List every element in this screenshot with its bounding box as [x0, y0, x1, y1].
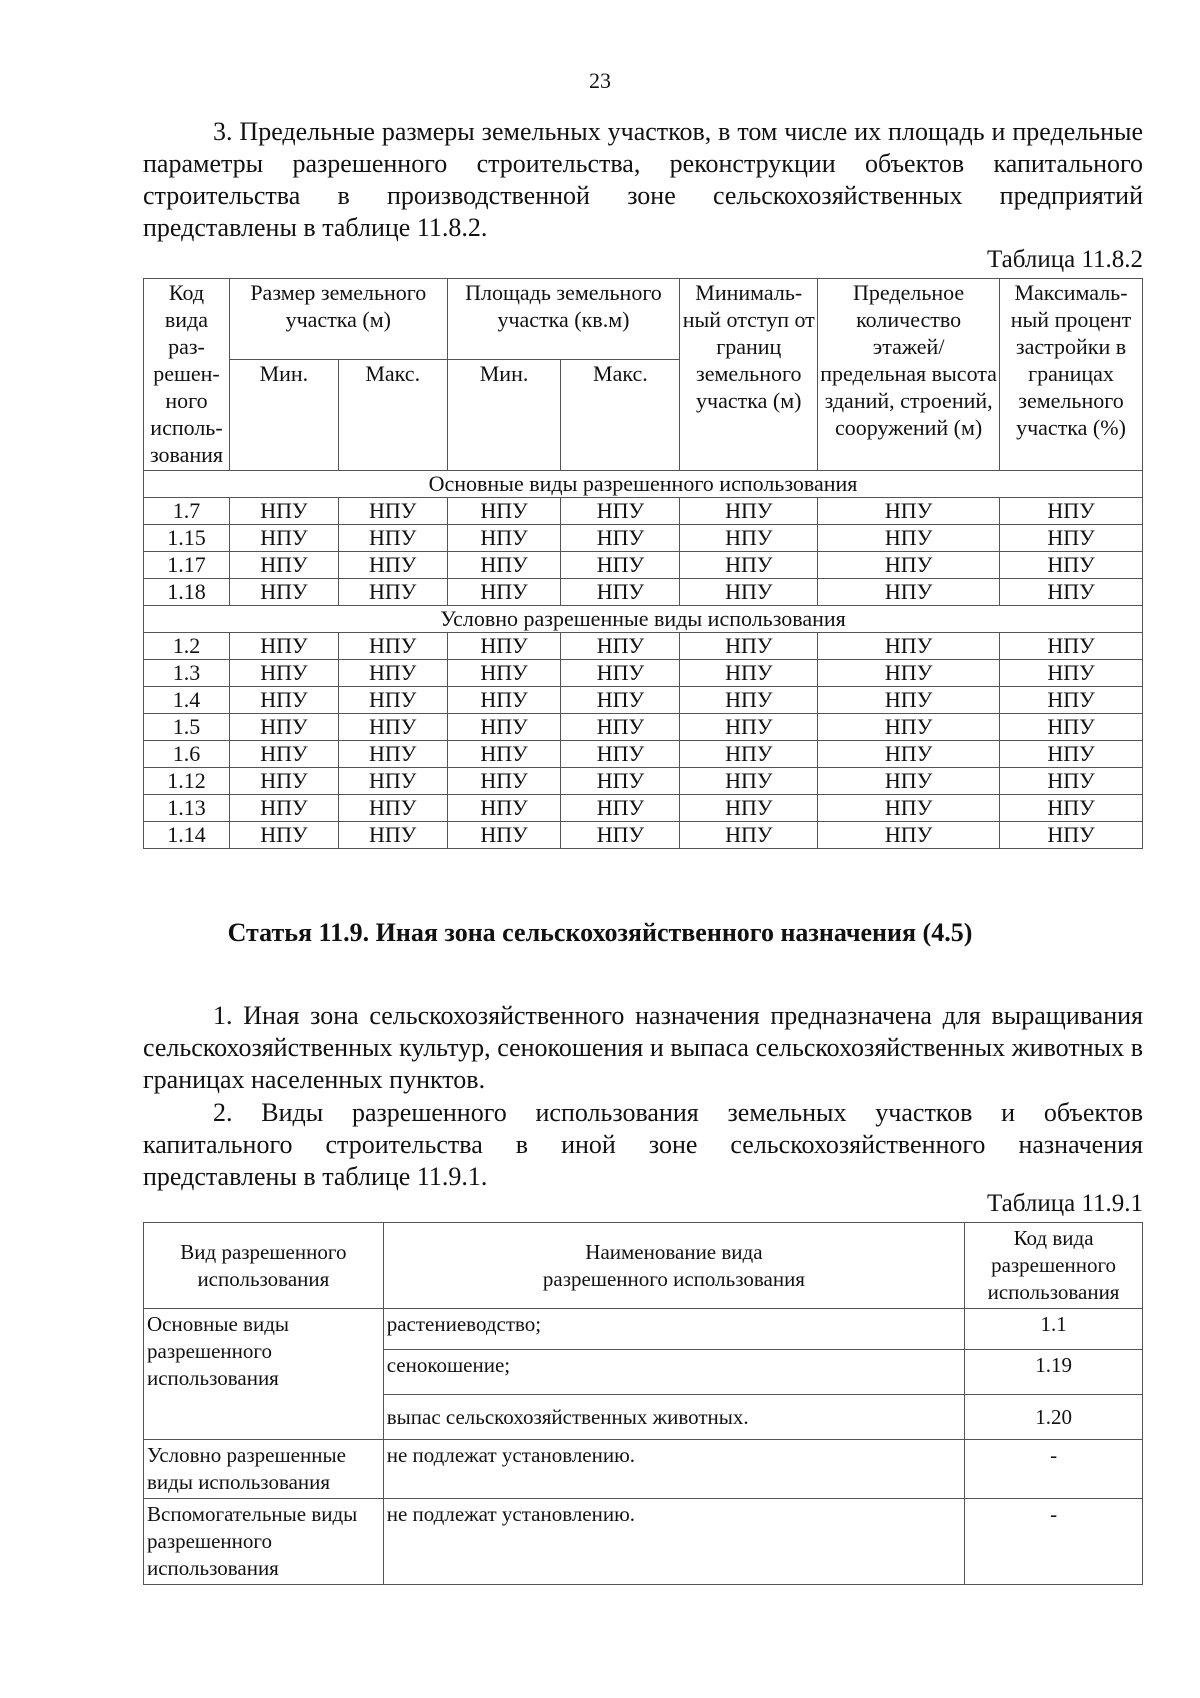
- conditional-value-cell: НПУ: [561, 687, 680, 714]
- conditional-value-cell: НПУ: [1000, 768, 1143, 795]
- conditional-value-cell: НПУ: [818, 633, 1000, 660]
- conditional-code-cell: 1.14: [144, 822, 230, 849]
- main-row-code-1: 1.1: [965, 1309, 1143, 1350]
- conditional-value-cell: НПУ: [447, 795, 561, 822]
- table-11-8-2: [143, 278, 1143, 849]
- paragraph-a-text: 1. Иная зона сельскохозяйственного назначения предназначена для выращивания сельскохозяйственных культур, сенокошения и выпаса сельскохозяйственных животных в границах населенных пунктов.: [143, 1001, 1143, 1094]
- conditional-value-cell: НПУ: [447, 687, 561, 714]
- header-floors: Предельное количество этажей/ предельная высота зданий, строений, сооружений (м): [818, 279, 1000, 471]
- paragraph-3: [143, 116, 1143, 244]
- table-11-9-1: [143, 1222, 1143, 1585]
- conditional-value-cell: НПУ: [818, 741, 1000, 768]
- conditional-value-cell: НПУ: [338, 768, 447, 795]
- main-value-cell: НПУ: [229, 552, 338, 579]
- header-area-min: Мин.: [447, 360, 561, 471]
- conditional-value-cell: НПУ: [680, 633, 818, 660]
- header-percent: Максималь-ный процент застройки в границах земельного участка (%): [1000, 279, 1143, 471]
- conditional-name: не подлежат установлению.: [383, 1440, 964, 1499]
- table-row: [144, 660, 1143, 687]
- conditional-value-cell: НПУ: [680, 822, 818, 849]
- main-value-cell: НПУ: [447, 579, 561, 606]
- main-code-cell: 1.18: [144, 579, 230, 606]
- conditional-value-cell: НПУ: [338, 633, 447, 660]
- main-code-cell: 1.7: [144, 498, 230, 525]
- auxiliary-kind-label: Вспомогательные виды разрешенного использования: [144, 1499, 384, 1585]
- conditional-value-cell: НПУ: [1000, 633, 1143, 660]
- conditional-value-cell: НПУ: [229, 660, 338, 687]
- article-heading: Статья 11.9. Иная зона сельскохозяйственного назначения (4.5): [227, 918, 973, 947]
- auxiliary-code: -: [965, 1499, 1143, 1585]
- header-code-col: Код вида разрешенного использования: [965, 1223, 1143, 1309]
- conditional-value-cell: НПУ: [447, 714, 561, 741]
- main-value-cell: НПУ: [229, 498, 338, 525]
- conditional-value-cell: НПУ: [229, 795, 338, 822]
- main-code-cell: 1.17: [144, 552, 230, 579]
- conditional-value-cell: НПУ: [447, 633, 561, 660]
- conditional-value-cell: НПУ: [447, 822, 561, 849]
- header-area-max: Макс.: [561, 360, 680, 471]
- paragraph-b: [143, 1097, 1143, 1193]
- conditional-value-cell: НПУ: [561, 714, 680, 741]
- conditional-value-cell: НПУ: [229, 687, 338, 714]
- header-size-max: Макс.: [338, 360, 447, 471]
- header-kind: Вид разрешенного использования: [144, 1223, 384, 1309]
- main-value-cell: НПУ: [447, 525, 561, 552]
- conditional-value-cell: НПУ: [680, 795, 818, 822]
- conditional-value-cell: НПУ: [680, 660, 818, 687]
- main-value-cell: НПУ: [338, 579, 447, 606]
- conditional-value-cell: НПУ: [229, 822, 338, 849]
- main-value-cell: НПУ: [680, 552, 818, 579]
- conditional-value-cell: НПУ: [680, 741, 818, 768]
- conditional-value-cell: НПУ: [818, 660, 1000, 687]
- main-code-cell: 1.15: [144, 525, 230, 552]
- table-11-8-2-conditional-rows: [144, 633, 1143, 849]
- conditional-value-cell: НПУ: [561, 633, 680, 660]
- conditional-value-cell: НПУ: [229, 633, 338, 660]
- conditional-code-cell: 1.4: [144, 687, 230, 714]
- main-value-cell: НПУ: [561, 498, 680, 525]
- conditional-value-cell: НПУ: [229, 741, 338, 768]
- conditional-value-cell: НПУ: [338, 714, 447, 741]
- main-value-cell: НПУ: [680, 498, 818, 525]
- paragraph-3-text: 3. Предельные размеры земельных участков, в том числе их площадь и предельные параметры разрешенного строительства, реконструкции объектов капитального строительства в производственной зоне сельскохозяйственных предприятий представлены в таблице 11.8.2.: [143, 117, 1143, 242]
- main-value-cell: НПУ: [447, 552, 561, 579]
- main-row-name-3: выпас сельскохозяйственных животных.: [383, 1395, 964, 1440]
- main-value-cell: НПУ: [561, 525, 680, 552]
- conditional-value-cell: НПУ: [1000, 795, 1143, 822]
- table-row: [144, 741, 1143, 768]
- main-row-name-1: растениеводство;: [383, 1309, 964, 1350]
- section-main: Основные виды разрешенного использования: [144, 471, 1143, 498]
- main-value-cell: НПУ: [1000, 552, 1143, 579]
- conditional-value-cell: НПУ: [1000, 714, 1143, 741]
- main-value-cell: НПУ: [338, 498, 447, 525]
- conditional-code-cell: 1.2: [144, 633, 230, 660]
- main-row-code-2: 1.19: [965, 1350, 1143, 1395]
- main-value-cell: НПУ: [1000, 525, 1143, 552]
- table-row: [144, 768, 1143, 795]
- conditional-value-cell: НПУ: [1000, 822, 1143, 849]
- header-code: Код вида раз-решен-ного исполь-зования: [144, 279, 230, 471]
- conditional-value-cell: НПУ: [818, 822, 1000, 849]
- header-name: Наименование вида разрешенного использования: [383, 1223, 964, 1309]
- paragraph-b-text: 2. Виды разрешенного использования земельных участков и объектов капитального строительства в иной зоне сельскохозяйственного назначения представлены в таблице 11.9.1.: [143, 1098, 1143, 1191]
- conditional-value-cell: НПУ: [818, 795, 1000, 822]
- table-row: [144, 579, 1143, 606]
- main-row-name-2: сенокошение;: [383, 1350, 964, 1395]
- main-value-cell: НПУ: [229, 579, 338, 606]
- conditional-value-cell: НПУ: [229, 768, 338, 795]
- table-row: [144, 498, 1143, 525]
- conditional-value-cell: НПУ: [818, 687, 1000, 714]
- main-value-cell: НПУ: [447, 498, 561, 525]
- conditional-value-cell: НПУ: [338, 822, 447, 849]
- main-value-cell: НПУ: [338, 552, 447, 579]
- main-value-cell: НПУ: [561, 552, 680, 579]
- main-value-cell: НПУ: [680, 525, 818, 552]
- main-row-code-3: 1.20: [965, 1395, 1143, 1440]
- conditional-value-cell: НПУ: [818, 768, 1000, 795]
- main-value-cell: НПУ: [818, 552, 1000, 579]
- conditional-code-cell: 1.13: [144, 795, 230, 822]
- conditional-value-cell: НПУ: [561, 795, 680, 822]
- table-11-8-2-main-rows: [144, 498, 1143, 606]
- main-value-cell: НПУ: [818, 525, 1000, 552]
- main-value-cell: НПУ: [1000, 498, 1143, 525]
- conditional-value-cell: НПУ: [1000, 660, 1143, 687]
- conditional-value-cell: НПУ: [338, 687, 447, 714]
- conditional-code-cell: 1.12: [144, 768, 230, 795]
- table-row: [144, 687, 1143, 714]
- table-11-8-2-caption: Таблица 11.8.2: [987, 246, 1143, 273]
- conditional-code-cell: 1.6: [144, 741, 230, 768]
- table-row: [144, 714, 1143, 741]
- header-area: Площадь земельного участка (кв.м): [447, 279, 680, 360]
- main-value-cell: НПУ: [818, 579, 1000, 606]
- table-row: [144, 795, 1143, 822]
- conditional-value-cell: НПУ: [447, 741, 561, 768]
- header-size-min: Мин.: [229, 360, 338, 471]
- table-row: [144, 822, 1143, 849]
- conditional-kind-label: Условно разрешенные виды использования: [144, 1440, 384, 1499]
- table-row: [144, 552, 1143, 579]
- conditional-value-cell: НПУ: [680, 768, 818, 795]
- conditional-value-cell: НПУ: [818, 714, 1000, 741]
- conditional-value-cell: НПУ: [680, 687, 818, 714]
- conditional-value-cell: НПУ: [229, 714, 338, 741]
- table-11-9-1-caption: Таблица 11.9.1: [987, 1190, 1143, 1217]
- conditional-value-cell: НПУ: [561, 768, 680, 795]
- main-value-cell: НПУ: [338, 525, 447, 552]
- conditional-code: -: [965, 1440, 1143, 1499]
- main-value-cell: НПУ: [229, 525, 338, 552]
- main-value-cell: НПУ: [818, 498, 1000, 525]
- table-row: [144, 633, 1143, 660]
- header-size: Размер земельного участка (м): [229, 279, 447, 360]
- conditional-value-cell: НПУ: [447, 660, 561, 687]
- conditional-value-cell: НПУ: [561, 741, 680, 768]
- conditional-code-cell: 1.3: [144, 660, 230, 687]
- conditional-value-cell: НПУ: [338, 660, 447, 687]
- conditional-value-cell: НПУ: [447, 768, 561, 795]
- main-value-cell: НПУ: [561, 579, 680, 606]
- conditional-code-cell: 1.5: [144, 714, 230, 741]
- conditional-value-cell: НПУ: [561, 660, 680, 687]
- table-row: [144, 525, 1143, 552]
- page-number: 23: [589, 68, 611, 93]
- conditional-value-cell: НПУ: [1000, 741, 1143, 768]
- conditional-value-cell: НПУ: [680, 714, 818, 741]
- conditional-value-cell: НПУ: [338, 741, 447, 768]
- paragraph-a: [143, 1000, 1143, 1096]
- conditional-value-cell: НПУ: [1000, 687, 1143, 714]
- header-offset: Минималь-ный отступ от границ земельного участка (м): [680, 279, 818, 471]
- conditional-value-cell: НПУ: [338, 795, 447, 822]
- main-value-cell: НПУ: [680, 579, 818, 606]
- conditional-value-cell: НПУ: [561, 822, 680, 849]
- main-value-cell: НПУ: [1000, 579, 1143, 606]
- main-kind-label: Основные виды разрешенного использования: [144, 1309, 384, 1440]
- section-conditional: Условно разрешенные виды использования: [144, 606, 1143, 633]
- auxiliary-name: не подлежат установлению.: [383, 1499, 964, 1585]
